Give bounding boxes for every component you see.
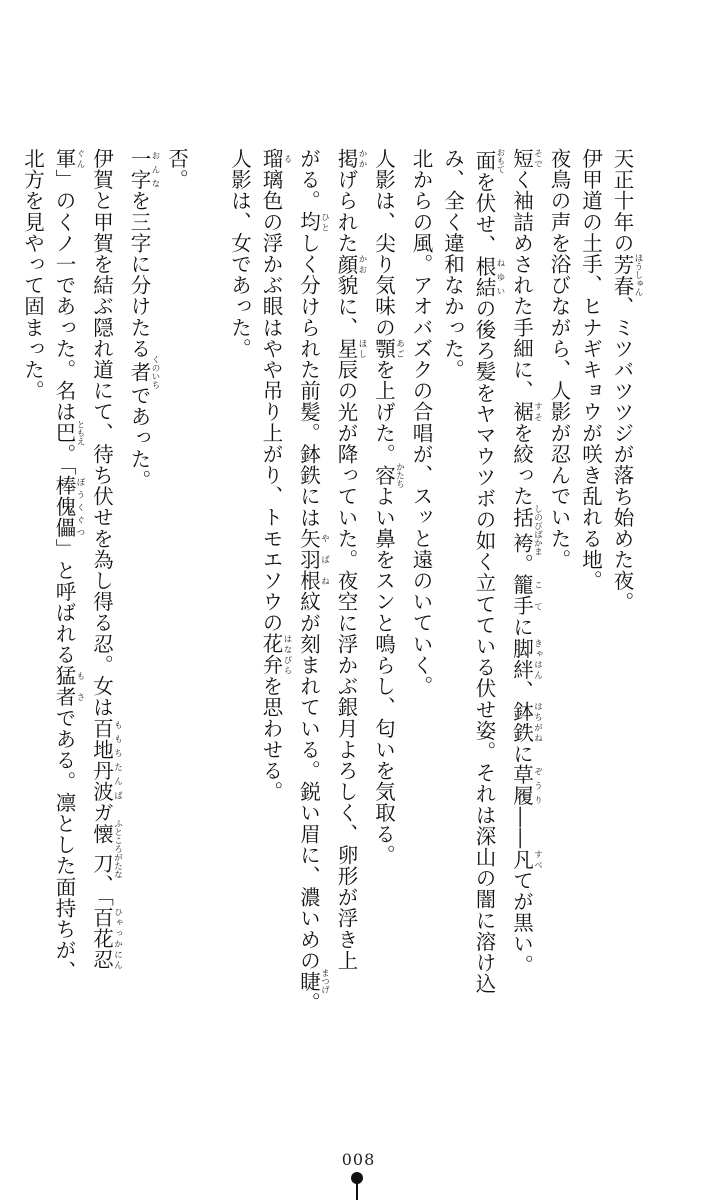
ruby-base: 籠手 (509, 574, 534, 617)
ruby-reading: る (282, 148, 292, 170)
ruby-word (296, 968, 330, 995)
ruby-reading: くのいち (150, 355, 160, 390)
ruby-word (371, 337, 405, 360)
ruby-reading: もさ (75, 665, 85, 708)
text-segment: に (509, 743, 534, 765)
ruby-base: 丹波 (89, 759, 114, 803)
page-number: 008 (341, 1150, 376, 1169)
ruby-base: 裾 (509, 401, 534, 423)
ruby-base: 根結 (472, 255, 496, 298)
text-line (160, 148, 192, 1048)
ruby-base: 矢羽根 (296, 527, 321, 592)
ruby-word (472, 255, 505, 298)
ruby-base: 巴 (52, 420, 76, 446)
ruby-base: 鉢鉄 (509, 701, 534, 744)
text-line (16, 148, 48, 1048)
text-line (606, 148, 644, 1048)
text-segment: を伏せ、 (472, 171, 496, 256)
text-segment: である。凛とした面持ちが、 (52, 707, 76, 982)
ruby-word (334, 253, 367, 275)
ruby-word (89, 759, 123, 803)
ruby-reading: きゃはん (532, 637, 543, 680)
ruby-word (259, 148, 292, 170)
text-line (85, 148, 123, 1048)
ruby-word (509, 401, 543, 423)
ruby-base: 瑠 (259, 148, 283, 170)
ruby-word (296, 527, 330, 592)
text-segment: ―― (509, 806, 534, 849)
ruby-reading: すそ (532, 401, 543, 423)
ruby-base: 容 (371, 462, 396, 488)
ruby-reading: しのびばかま (532, 504, 543, 556)
ruby-word (371, 462, 405, 488)
text-segment: を絞った (509, 422, 534, 507)
text-segment: 夜鳥の声を浴びながら、人影が忍んでいた。 (547, 148, 571, 570)
ruby-word (509, 148, 543, 170)
text-line (292, 148, 330, 1048)
text-line (367, 148, 405, 1048)
text-segment: を上げた。 (371, 359, 396, 465)
ruby-base: 顎 (371, 337, 396, 360)
text-segment: 伊賀と甲賀を結ぶ隠れ道にて、待ち伏せを為し得る忍。女は (89, 148, 114, 718)
ruby-word (509, 764, 543, 807)
text-segment: 。 (296, 992, 321, 1014)
text-segment: げられた (334, 169, 358, 254)
text-segment: を三字に分けたる (127, 190, 151, 360)
ruby-reading: ねゆい (495, 255, 505, 298)
ruby-reading: たんば (112, 759, 123, 803)
ruby-reading: はちがね (532, 701, 543, 744)
text-line (436, 148, 468, 1048)
ruby-base: 軍 (52, 148, 76, 170)
text-segment: み、全く違和なかった。 (440, 148, 465, 381)
text-segment: 天正十年の (610, 148, 634, 254)
ruby-reading: ひゃっかにん (112, 906, 123, 970)
ruby-word (610, 253, 643, 296)
text-segment: 否。 (164, 148, 189, 191)
text-line (505, 148, 543, 1048)
text-segment: の後ろ髪をヤマウツボの如く立てている伏せ姿。それは深山の闇に溶け込 (472, 297, 496, 995)
text-segment: 人影は、尖り気味の (371, 148, 396, 338)
ruby-reading: そで (532, 148, 543, 170)
ruby-word (509, 504, 543, 556)
ruby-base: 凡 (509, 848, 534, 870)
ruby-base: 草履 (509, 764, 534, 807)
ruby-reading: まつげ (319, 968, 330, 995)
ruby-base: 顔 (334, 253, 358, 275)
text-line (405, 148, 437, 1048)
ruby-word (509, 848, 543, 870)
ruby-word (89, 906, 123, 970)
ruby-word (52, 475, 85, 539)
text-line (123, 148, 161, 1048)
ruby-word (334, 337, 367, 360)
text-segment: 、 (509, 679, 534, 702)
ruby-base: 脚絆 (509, 637, 534, 680)
text-segment: 北からの風。アオバズクの合唱が、スッと遠のいていく。 (409, 148, 433, 697)
ruby-reading: ぐん (75, 148, 85, 170)
text-segment: を思わせる。 (259, 675, 283, 803)
text-segment: 、ミツバツツジが落ち始めた夜。 (610, 295, 634, 613)
ruby-base: 懐刀 (89, 819, 114, 879)
ruby-reading: こて (532, 574, 543, 617)
ruby-reading: ふところがたな (112, 819, 123, 879)
text-segment: 、「 (89, 874, 114, 907)
ruby-word (89, 717, 123, 760)
ruby-base: 短 (509, 148, 534, 170)
ruby-reading: やばね (319, 527, 330, 592)
marker-line (356, 1182, 358, 1200)
text-line (574, 148, 606, 1048)
text-segment: 辰の光が降っていた。夜空に浮かぶ銀月よろしく、卵形が浮き上 (334, 359, 358, 971)
ruby-base: 一字 (127, 148, 151, 191)
ruby-reading: すべ (532, 848, 543, 870)
text-segment: 。「 (52, 443, 76, 476)
ruby-word (127, 355, 160, 390)
text-segment: 人影は、女であった。 (227, 148, 252, 359)
text-line (223, 148, 255, 1048)
page-marker-icon (351, 1172, 365, 1200)
ruby-base: 括袴 (509, 504, 534, 556)
ruby-reading: ほし (357, 337, 367, 360)
text-segment: よい鼻をスンと鳴らし、匂いを気取る。 (371, 485, 396, 866)
ruby-word (89, 819, 123, 879)
ruby-word (296, 211, 330, 233)
ruby-reading: ぞうり (532, 764, 543, 807)
ruby-reading: ももち (112, 717, 123, 760)
text-segment: 北方を見やって固まった。 (20, 148, 45, 402)
ruby-reading: ぼうくぐつ (75, 475, 85, 539)
text-segment: 。 (509, 553, 534, 575)
ruby-base: 均 (296, 211, 321, 233)
ruby-reading: あご (394, 337, 405, 359)
text-segment: 璃色の浮かぶ眼はやや吊り上がり、トモエソウの (259, 169, 283, 634)
ruby-base: 百花忍 (89, 906, 114, 970)
ruby-base: 猛者 (52, 665, 76, 708)
ruby-reading: かか (357, 148, 367, 170)
ruby-reading: おんな (150, 148, 160, 191)
text-segment: がる。 (296, 148, 321, 212)
ruby-base: 面 (472, 148, 496, 174)
text-line (255, 148, 293, 1048)
text-segment: に (509, 616, 534, 638)
ruby-reading: ほうしゅん (633, 253, 643, 296)
ruby-base: 花弁 (259, 633, 283, 676)
ruby-word (509, 574, 543, 617)
ruby-base: 掲 (334, 148, 358, 170)
text-line (48, 148, 86, 1048)
ruby-word (259, 633, 292, 676)
ruby-base: 睫 (296, 968, 321, 995)
ruby-reading: ともえ (75, 420, 85, 446)
ruby-base: 百地 (89, 717, 114, 760)
ruby-word (52, 665, 85, 708)
text-line (543, 148, 575, 1048)
ruby-word (52, 420, 85, 446)
text-segment: 」と呼ばれる (52, 538, 76, 666)
ruby-word (472, 148, 505, 174)
text-segment: しく分けられた前髪。鉢鉄には (296, 232, 321, 528)
ruby-base: 棒傀儡 (52, 475, 76, 539)
ruby-reading: かたち (394, 462, 405, 488)
ruby-word (509, 637, 543, 680)
text-segment: てが黒い。 (509, 869, 534, 976)
ruby-word (52, 148, 85, 170)
ruby-reading: かお (357, 253, 367, 275)
text-segment: 貌に、 (334, 274, 358, 338)
text-segment: 」のくノ一であった。名は (52, 169, 76, 423)
text-line (330, 148, 368, 1048)
text-segment: であった。 (127, 385, 151, 491)
ruby-base: 芳春 (610, 253, 634, 296)
text-line (468, 148, 506, 1048)
ruby-reading: はなびら (282, 633, 292, 676)
text-segment: 紋が刻まれている。鋭い眉に、濃いめの (296, 591, 321, 971)
text-segment: 伊甲道の土手、ヒナギキョウが咲き乱れる地。 (578, 148, 603, 592)
ruby-word (127, 148, 160, 191)
ruby-word (509, 701, 543, 744)
ruby-base: 星 (334, 337, 358, 360)
text-segment: く袖詰めされた手細に、 (509, 169, 534, 402)
vertical-text-body (16, 148, 643, 1048)
text-segment: ガ (89, 802, 114, 824)
ruby-base: 者 (127, 355, 151, 389)
ruby-reading: ひと (319, 211, 330, 233)
ruby-reading: おもて (495, 148, 505, 174)
ruby-word (334, 148, 367, 170)
